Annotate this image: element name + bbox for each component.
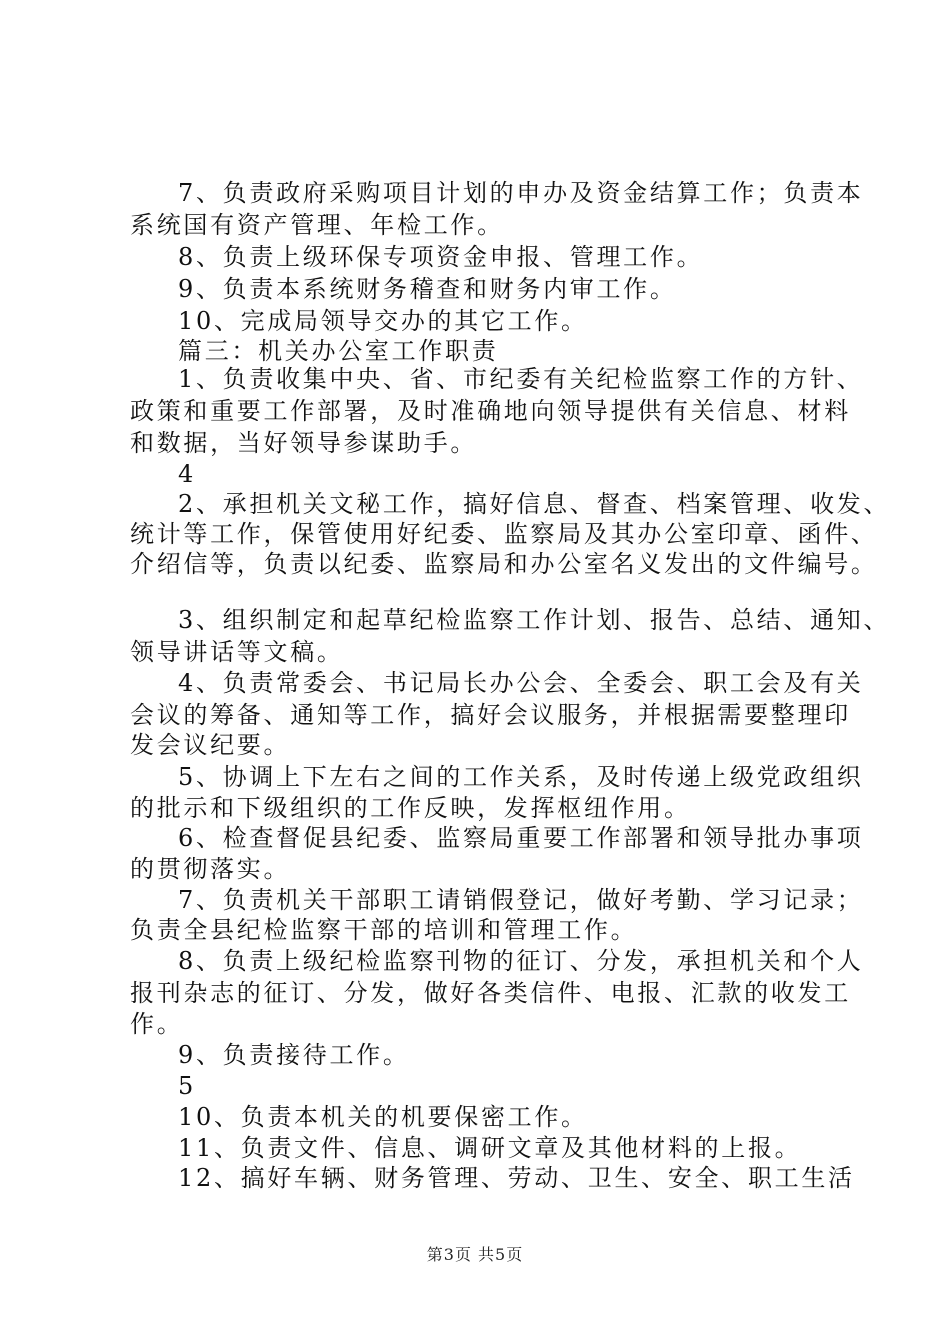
paragraph-line: 和数据，当好领导参谋助手。 bbox=[130, 429, 478, 457]
page-number-marker: 4 bbox=[178, 460, 196, 488]
paragraph-line: 3、组织制定和起草纪检监察工作计划、报告、总结、通知、 bbox=[178, 606, 891, 634]
paragraph-line: 12、搞好车辆、财务管理、劳动、卫生、安全、职工生活 bbox=[178, 1164, 855, 1192]
paragraph-line: 6、检查督促县纪委、监察局重要工作部署和领导批办事项 bbox=[178, 824, 864, 852]
paragraph-line: 8、负责上级纪检监察刊物的征订、分发，承担机关和个人 bbox=[178, 947, 864, 975]
paragraph-line: 的批示和下级组织的工作反映，发挥枢纽作用。 bbox=[130, 794, 691, 822]
paragraph-line: 负责全县纪检监察干部的培训和管理工作。 bbox=[130, 916, 638, 944]
paragraph-line: 报刊杂志的征订、分发，做好各类信件、电报、汇款的收发工 bbox=[130, 979, 851, 1007]
paragraph-line: 5、协调上下左右之间的工作关系，及时传递上级党政组织 bbox=[178, 763, 864, 791]
paragraph-line: 1、负责收集中央、省、市纪委有关纪检监察工作的方针、 bbox=[178, 365, 864, 393]
paragraph-line: 作。 bbox=[130, 1010, 184, 1038]
paragraph-line: 7、负责政府采购项目计划的申办及资金结算工作；负责本 bbox=[178, 179, 864, 207]
paragraph-line: 9、负责接待工作。 bbox=[178, 1041, 410, 1069]
paragraph-line: 10、完成局领导交办的其它工作。 bbox=[178, 307, 588, 335]
paragraph-line: 7、负责机关干部职工请销假登记，做好考勤、学习记录； bbox=[178, 886, 864, 914]
paragraph-line: 10、负责本机关的机要保密工作。 bbox=[178, 1103, 588, 1131]
paragraph-line: 发会议纪要。 bbox=[130, 731, 291, 759]
paragraph-line: 政策和重要工作部署，及时准确地向领导提供有关信息、材料 bbox=[130, 397, 851, 425]
paragraph-line: 8、负责上级环保专项资金申报、管理工作。 bbox=[178, 243, 704, 271]
paragraph-line: 介绍信等，负责以纪委、监察局和办公室名义发出的文件编号。 bbox=[130, 550, 878, 578]
section-heading: 篇三：机关办公室工作职责 bbox=[178, 337, 499, 365]
paragraph-line: 统计等工作，保管使用好纪委、监察局及其办公室印章、函件、 bbox=[130, 520, 878, 548]
paragraph-line: 9、负责本系统财务稽查和财务内审工作。 bbox=[178, 275, 677, 303]
paragraph-line: 11、负责文件、信息、调研文章及其他材料的上报。 bbox=[178, 1134, 802, 1162]
paragraph-line: 2、承担机关文秘工作，搞好信息、督查、档案管理、收发、 bbox=[178, 490, 891, 518]
paragraph-line: 系统国有资产管理、年检工作。 bbox=[130, 211, 504, 239]
page-number-marker: 5 bbox=[178, 1072, 196, 1100]
paragraph-line: 会议的筹备、通知等工作，搞好会议服务，并根据需要整理印 bbox=[130, 701, 851, 729]
page-footer: 第3页 共5页 bbox=[426, 1245, 524, 1264]
paragraph-line: 的贯彻落实。 bbox=[130, 855, 291, 883]
paragraph-line: 领导讲话等文稿。 bbox=[130, 638, 344, 666]
paragraph-line: 4、负责常委会、书记局长办公会、全委会、职工会及有关 bbox=[178, 669, 864, 697]
